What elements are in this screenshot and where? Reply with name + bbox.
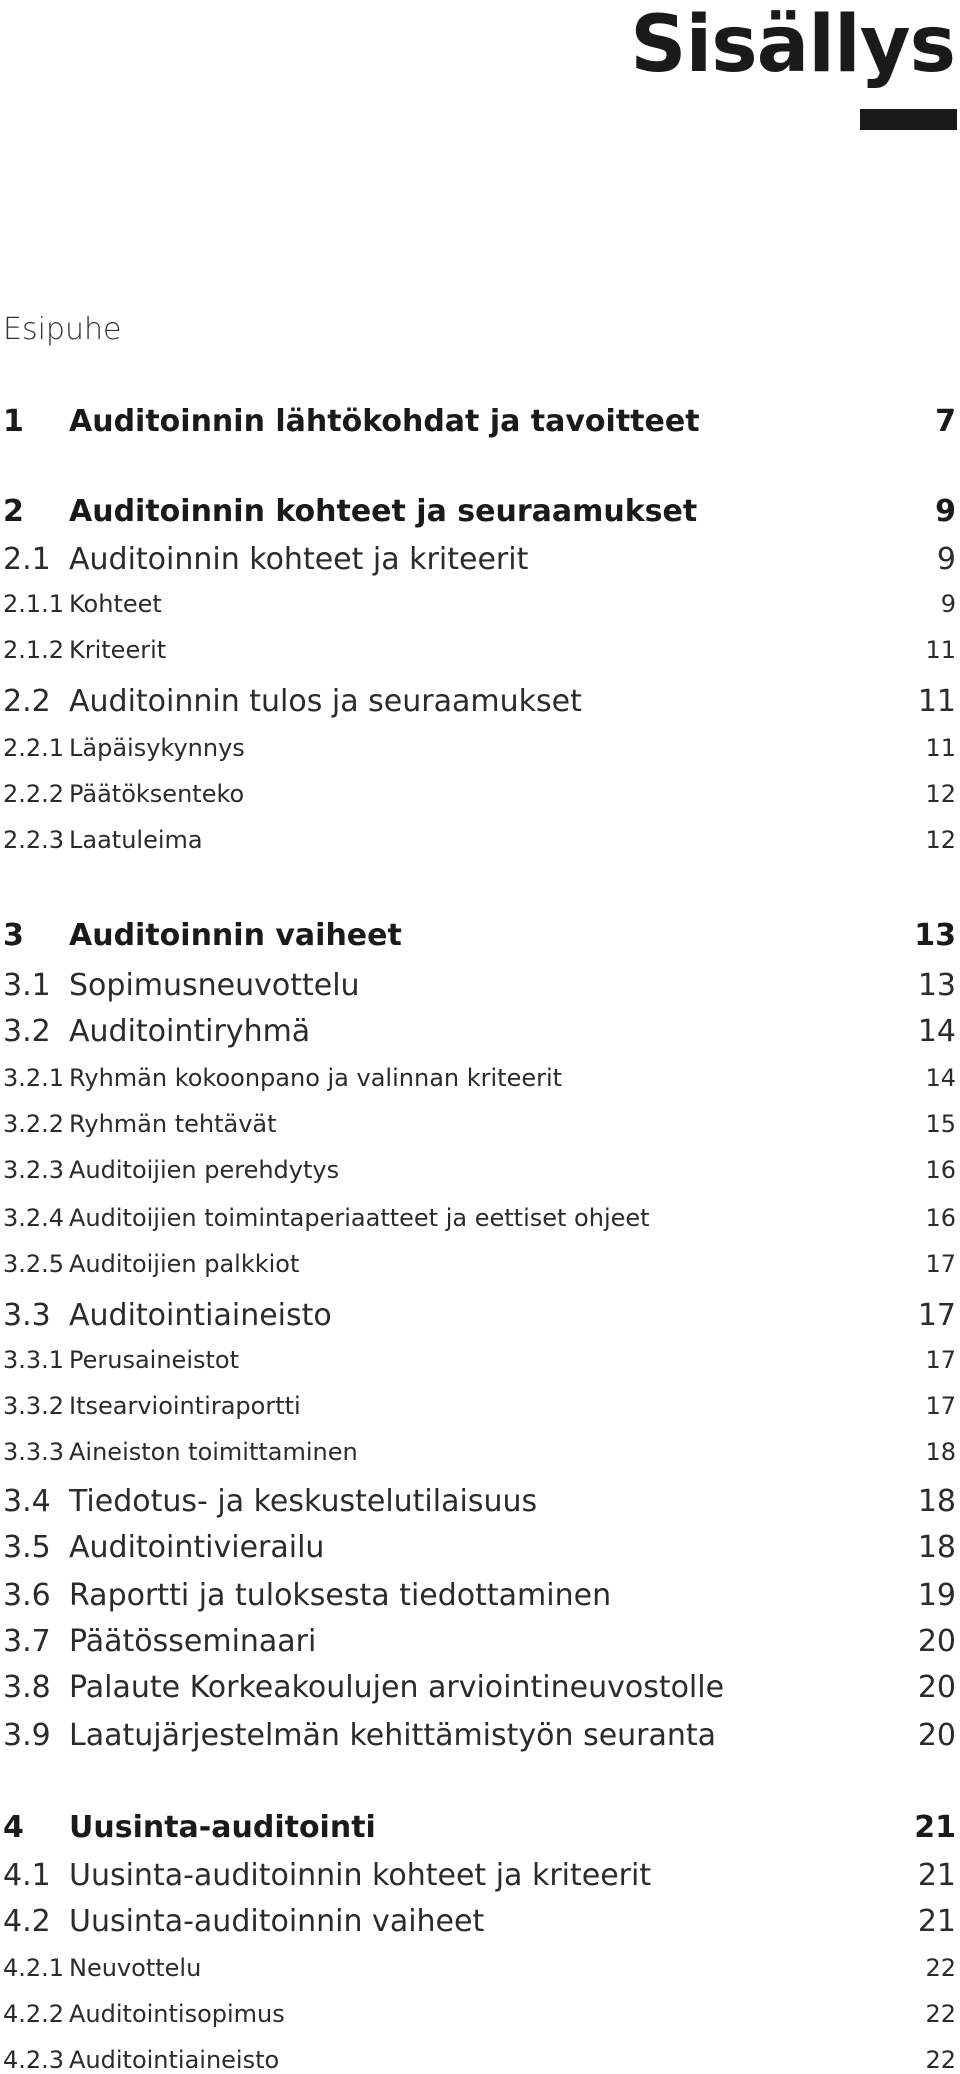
toc-entry-number: 4.2 — [3, 1904, 51, 1939]
toc-entry-number: 2.2 — [3, 684, 51, 719]
toc-entry-number: 4.2.2 — [3, 2000, 65, 2028]
toc-entry-page: 21 — [914, 1810, 956, 1845]
toc-entry[interactable] — [3, 1110, 956, 1138]
toc-entry[interactable] — [3, 826, 956, 854]
toc-entry[interactable] — [3, 1346, 956, 1374]
toc-entry[interactable] — [3, 684, 956, 719]
toc-entry-label: Sopimusneuvottelu — [69, 968, 360, 1003]
toc-entry-label: Auditointivierailu — [69, 1530, 325, 1565]
toc-entry-number: 3.5 — [3, 1530, 51, 1565]
toc-entry-number: 2.1.1 — [3, 590, 65, 618]
toc-entry-page: 16 — [925, 1156, 956, 1184]
toc-entry-page: 19 — [917, 1578, 956, 1613]
toc-entry-label: Auditoijien toimintaperiaatteet ja eettiset ohjeet — [69, 1204, 650, 1232]
toc-entry-label: Auditoijien palkkiot — [69, 1250, 300, 1278]
toc-entry-label: Ryhmän tehtävät — [69, 1110, 277, 1138]
toc-entry-page: 17 — [917, 1298, 956, 1333]
toc-entry-label: Kohteet — [69, 590, 162, 618]
toc-entry-number: 4.1 — [3, 1858, 51, 1893]
toc-entry-number: 3.3 — [3, 1298, 51, 1333]
toc-entry-page: 13 — [917, 968, 956, 1003]
toc-entry-page: 11 — [917, 684, 956, 719]
toc-entry-page: 16 — [925, 1204, 956, 1232]
toc-entry-number: 1 — [3, 404, 24, 439]
toc-entry-label: Palaute Korkeakoulujen arviointineuvostolle — [69, 1670, 725, 1705]
toc-entry[interactable] — [3, 968, 956, 1003]
toc-entry-number: 3.3.2 — [3, 1392, 65, 1420]
toc-entry-label: Tiedotus- ja keskustelutilaisuus — [69, 1484, 538, 1519]
toc-entry-page: 9 — [936, 542, 956, 577]
toc-entry-page: 9 — [940, 590, 956, 618]
toc-entry-page: 17 — [925, 1346, 956, 1374]
toc-entry-label: Läpäisykynnys — [69, 734, 245, 762]
toc-entry[interactable] — [3, 636, 956, 664]
toc-entry-label: Aineiston toimittaminen — [69, 1438, 358, 1466]
toc-entry-page: 22 — [925, 2046, 956, 2074]
toc-entry-number: 3.2.2 — [3, 1110, 65, 1138]
toc-entry[interactable] — [3, 404, 956, 439]
toc-entry-page: 14 — [917, 1014, 956, 1049]
toc-entry[interactable] — [3, 1954, 956, 1982]
toc-entry-number: 4.2.3 — [3, 2046, 65, 2074]
toc-entry-label: Auditoijien perehdytys — [69, 1156, 340, 1184]
toc-entry-label: Auditoinnin tulos ja seuraamukset — [69, 684, 582, 719]
toc-entry-page: 18 — [917, 1484, 956, 1519]
toc-entry-number: 2 — [3, 494, 24, 529]
toc-entry-label: Esipuhe — [3, 312, 122, 347]
toc-entry-number: 2.2.3 — [3, 826, 65, 854]
toc-entry-page: 20 — [917, 1670, 956, 1705]
toc-entry-label: Päätösseminaari — [69, 1624, 317, 1659]
toc-entry-number: 3.2.5 — [3, 1250, 65, 1278]
toc-entry-number: 3.3.1 — [3, 1346, 65, 1374]
toc-entry-number: 3.2.3 — [3, 1156, 65, 1184]
toc-entry-number: 3.4 — [3, 1484, 51, 1519]
toc-entry-label: Uusinta-auditoinnin kohteet ja kriteerit — [69, 1858, 652, 1893]
toc-entry-label: Kriteerit — [69, 636, 167, 664]
toc-entry[interactable] — [3, 2046, 956, 2074]
toc-entry[interactable] — [3, 1484, 956, 1519]
toc-entry[interactable] — [3, 1810, 956, 1845]
toc-entry[interactable] — [3, 1670, 956, 1705]
toc-entry[interactable] — [3, 1904, 956, 1939]
toc-entry-label: Auditoinnin kohteet ja seuraamukset — [69, 494, 698, 529]
toc-entry-page: 18 — [917, 1530, 956, 1565]
toc-entry-page: 11 — [925, 636, 956, 664]
toc-entry[interactable] — [3, 494, 956, 529]
toc-entry-number: 2.2.2 — [3, 780, 65, 808]
toc-entry-page: 12 — [925, 826, 956, 854]
toc-entry-page: 21 — [917, 1858, 956, 1893]
toc-entry[interactable] — [3, 2000, 956, 2028]
toc-entry[interactable] — [3, 780, 956, 808]
toc-entry-page: 11 — [925, 734, 956, 762]
toc-entry[interactable] — [3, 1578, 956, 1613]
toc-entry[interactable] — [3, 918, 956, 953]
toc-entry-label: Auditointiaineisto — [69, 2046, 280, 2074]
toc-entry-label: Laatujärjestelmän kehittämistyön seuranta — [69, 1718, 717, 1753]
toc-entry-page: 17 — [925, 1250, 956, 1278]
toc-entry-page: 13 — [914, 918, 956, 953]
toc-entry-number: 2.2.1 — [3, 734, 65, 762]
toc-entry[interactable] — [3, 734, 956, 762]
toc-entry-label: Ryhmän kokoonpano ja valinnan kriteerit — [69, 1064, 563, 1092]
toc-entry[interactable] — [3, 1530, 956, 1565]
toc-entry-page: 12 — [925, 780, 956, 808]
toc-entry-label: Päätöksenteko — [69, 780, 245, 808]
toc-entry[interactable] — [3, 590, 956, 618]
toc-entry-page: 15 — [925, 1110, 956, 1138]
toc-entry-label: Auditointisopimus — [69, 2000, 285, 2028]
toc-entry[interactable] — [3, 1250, 956, 1278]
toc-entry-label: Auditoinnin lähtökohdat ja tavoitteet — [69, 404, 700, 439]
toc-entry-number: 3 — [3, 918, 24, 953]
toc-entry[interactable] — [3, 1858, 956, 1893]
toc-entry[interactable] — [3, 542, 956, 577]
toc-entry-page: 18 — [925, 1438, 956, 1466]
toc-entry[interactable] — [3, 1624, 956, 1659]
toc-entry-page: 20 — [917, 1718, 956, 1753]
toc-entry-page: 9 — [935, 494, 956, 529]
toc-entry-number: 3.2.1 — [3, 1064, 65, 1092]
toc-entry-number: 3.1 — [3, 968, 51, 1003]
toc-entry[interactable] — [3, 1392, 956, 1420]
toc-entry-label: Auditoinnin kohteet ja kriteerit — [69, 542, 529, 577]
toc-entry-number: 3.8 — [3, 1670, 51, 1705]
toc-entry-number: 3.9 — [3, 1718, 51, 1753]
toc-entry[interactable] — [3, 1718, 956, 1753]
toc-entry[interactable] — [3, 1064, 956, 1092]
toc-entry-label: Auditoinnin vaiheet — [69, 918, 402, 953]
toc-entry-page: 7 — [935, 404, 956, 439]
toc-entry-number: 3.7 — [3, 1624, 51, 1659]
toc-entry-number: 3.3.3 — [3, 1438, 65, 1466]
toc-entry-label: Laatuleima — [69, 826, 203, 854]
toc-entry-number: 3.2.4 — [3, 1204, 65, 1232]
toc-entry-number: 2.1 — [3, 542, 51, 577]
toc-entry[interactable] — [3, 312, 956, 347]
toc-entry-number: 4 — [3, 1810, 24, 1845]
toc-entry-page: 22 — [925, 1954, 956, 1982]
toc-entry[interactable] — [3, 1156, 956, 1184]
toc-entry-label: Auditointiryhmä — [69, 1014, 311, 1049]
page-title: Sisällys — [630, 0, 955, 90]
toc-entry-number: 3.6 — [3, 1578, 51, 1613]
toc-entry-number: 4.2.1 — [3, 1954, 65, 1982]
toc-entry-page: 17 — [925, 1392, 956, 1420]
toc-entry-page: 20 — [917, 1624, 956, 1659]
toc-entry[interactable] — [3, 1438, 956, 1466]
toc-entry-page: 21 — [917, 1904, 956, 1939]
toc-entry-label: Uusinta-auditointi — [69, 1810, 376, 1845]
toc-entry-label: Uusinta-auditoinnin vaiheet — [69, 1904, 485, 1939]
toc-entry[interactable] — [3, 1014, 956, 1049]
toc-entry-label: Neuvottelu — [69, 1954, 202, 1982]
toc-entry[interactable] — [3, 1298, 956, 1333]
toc-entry-label: Auditointiaineisto — [69, 1298, 332, 1333]
toc-entry-page: 14 — [925, 1064, 956, 1092]
toc-entry-label: Itsearviointiraportti — [69, 1392, 301, 1420]
toc-entry[interactable] — [3, 1204, 956, 1232]
toc-entry-number: 3.2 — [3, 1014, 51, 1049]
toc-entry-label: Raportti ja tuloksesta tiedottaminen — [69, 1578, 612, 1613]
toc-entry-label: Perusaineistot — [69, 1346, 239, 1374]
toc-entry-page: 22 — [925, 2000, 956, 2028]
toc-entry-number: 2.1.2 — [3, 636, 65, 664]
